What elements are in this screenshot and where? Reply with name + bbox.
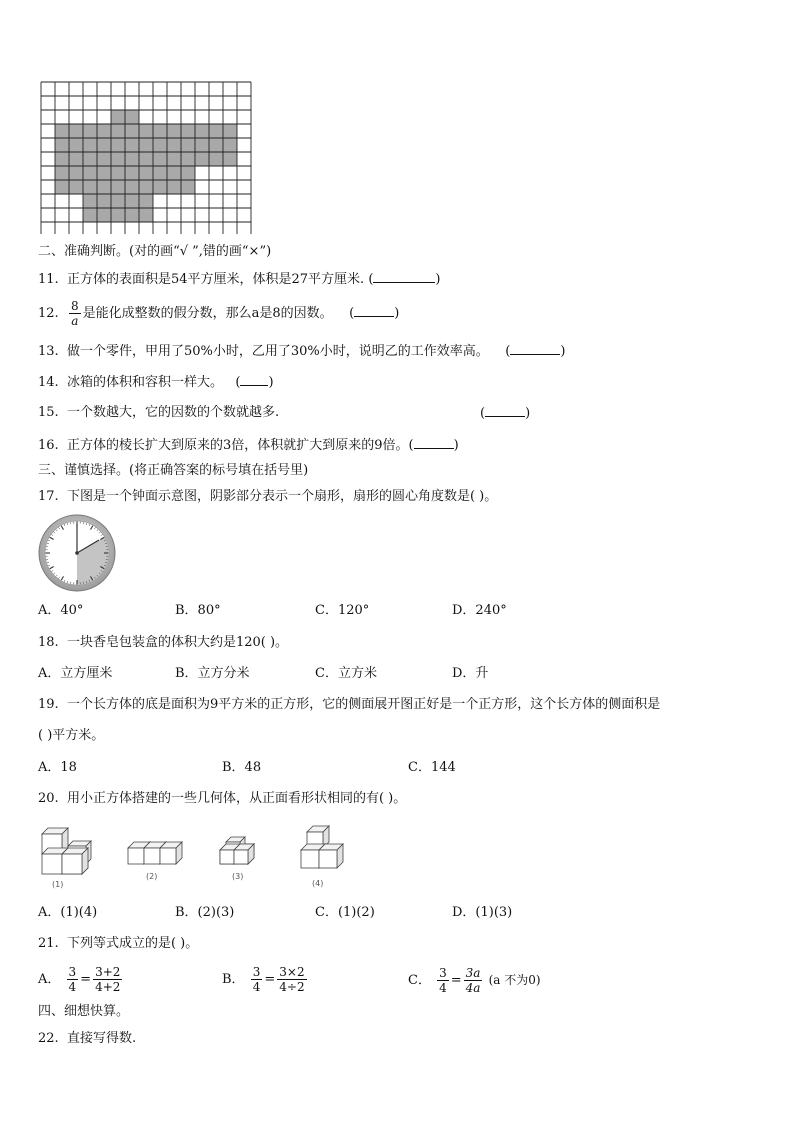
question-13: 13. 做一个零件，甲用了50%小时，乙用了30%小时，说明乙的工作效率高。 ( ) [38,344,566,359]
figure-label-3: (3) [232,872,244,881]
question-19-cont: ( )平方米。 [38,728,105,743]
cube-figure-3 [218,834,266,868]
q20-option-a[interactable]: A．(1)(4) [38,905,98,920]
q20-option-b[interactable]: B．(2)(3) [175,905,235,920]
q17-option-c[interactable]: C．120° [315,603,370,618]
q18-option-a[interactable]: A．立方厘米 [38,666,113,681]
q18-option-b[interactable]: B．立方分米 [175,666,250,681]
question-number: 11. [38,272,59,287]
question-number: 18. [38,635,59,650]
question-text: 用小正方体搭建的一些几何体，从正面看形状相同的有( )。 [66,791,407,806]
answer-blank[interactable] [414,436,454,449]
question-text: 做一个零件，甲用了50%小时，乙用了30%小时，说明乙的工作效率高。 [66,344,489,359]
q20-option-c[interactable]: C．(1)(2) [315,905,375,920]
shaded-cell [55,152,237,166]
question-number: 22. [38,1031,59,1046]
question-15 [38,404,279,422]
answer-blank[interactable] [240,373,268,386]
q20-option-d[interactable]: D．(1)(3) [452,905,513,920]
q18-option-d[interactable]: D．升 [452,666,489,681]
question-number: 15. [38,405,59,420]
question-text: 一块香皂包装盒的体积大约是120( )。 [66,635,289,650]
question-text: 正方体的棱长扩大到原来的3倍，体积就扩大到原来的9倍。 [66,438,409,453]
question-17 [38,488,497,506]
cube-figure-4 [299,824,349,876]
question-text: 直接写得数. [66,1031,137,1046]
answer-blank[interactable] [354,304,394,317]
question-19 [38,696,660,714]
q17-option-b[interactable]: B．80° [175,603,221,618]
answer-blank[interactable] [485,404,525,417]
question-number: 16. [38,438,59,453]
question-number: 20. [38,791,59,806]
question-21 [38,935,198,953]
question-text: 下图是一个钟面示意图，阴影部分表示一个扇形，扇形的圆心角度数是( )。 [66,489,498,504]
question-22 [38,1030,136,1048]
question-number: 19. [38,697,59,712]
question-16: 16. 正方体的棱长扩大到原来的3倍，体积就扩大到原来的9倍。( ) [38,438,459,453]
question-15-answer: ( ) [480,406,531,421]
q21-option-a[interactable]: A． $\frac{3}{4}$ = $\frac{3+2}{4+2}$ [38,965,121,994]
question-12: 12. $\frac{8}{a}$ 是能化成整数的假分数，那么a是8的因数。 ( ) [38,299,400,328]
clock-face-figure [38,514,116,592]
fraction-8-over-a: $\frac{8}{a}$ [70,299,79,328]
cube-figure-1 [40,824,96,878]
question-number: 12. [38,306,59,321]
question-text: 冰箱的体积和容积一样大。 [66,375,223,390]
q19-option-b[interactable]: B．48 [222,760,262,775]
shaded-grid-figure [40,81,253,234]
q21-option-b[interactable]: B． $\frac{3}{4}$ = $\frac{3\times 2}{4\div 2}$ [222,965,305,994]
question-14: 14. 冰箱的体积和容积一样大。 ( ) [38,375,274,390]
section-4-heading: 四、细想快算。 [38,1004,130,1019]
figure-label-1: (1) [52,880,64,889]
cube-figure-2 [126,838,188,868]
figure-label-2: (2) [146,872,158,881]
q17-option-a[interactable]: A．40° [38,603,84,618]
question-11: 11. 正方体的表面积是54平方厘米，体积是27平方厘米. ( ) [38,272,441,287]
question-number: 21. [38,936,59,951]
shaded-cell [55,124,237,138]
question-text: 一个数越大，它的因数的个数就越多. [66,405,280,420]
question-text: 一个长方体的底是面积为9平方米的正方形，它的侧面展开图正好是一个正方形，这个长方体的侧面积是 [66,697,661,712]
question-number: 13. [38,344,59,359]
q17-option-d[interactable]: D．240° [452,603,507,618]
q19-option-a[interactable]: A．18 [38,760,77,775]
question-number: 14. [38,375,59,390]
q18-option-c[interactable]: C．立方米 [315,666,377,681]
question-18 [38,634,288,652]
question-text: 下列等式成立的是( )。 [66,936,199,951]
answer-blank[interactable] [373,270,435,283]
q21-option-c[interactable]: C． $\frac{3}{4}$ = $\frac{3a}{4a}$ (a 不为0) [408,966,541,995]
answer-blank[interactable] [510,342,560,355]
shaded-cell [55,138,237,152]
question-number: 17. [38,489,59,504]
section-3-heading: 三、谨慎选择。(将正确答案的标号填在括号里) [38,463,309,478]
q19-option-c[interactable]: C．144 [408,760,456,775]
question-text: 正方体的表面积是54平方厘米，体积是27平方厘米. [66,272,365,287]
section-2-heading: 二、准确判断。(对的画“√ ”,错的画“×”) [38,244,272,259]
shaded-cell [83,208,153,222]
figure-label-4: (4) [312,879,324,888]
question-20 [38,790,406,808]
shaded-cell [83,194,153,208]
question-text: 是能化成整数的假分数，那么a是8的因数。 [82,306,333,321]
